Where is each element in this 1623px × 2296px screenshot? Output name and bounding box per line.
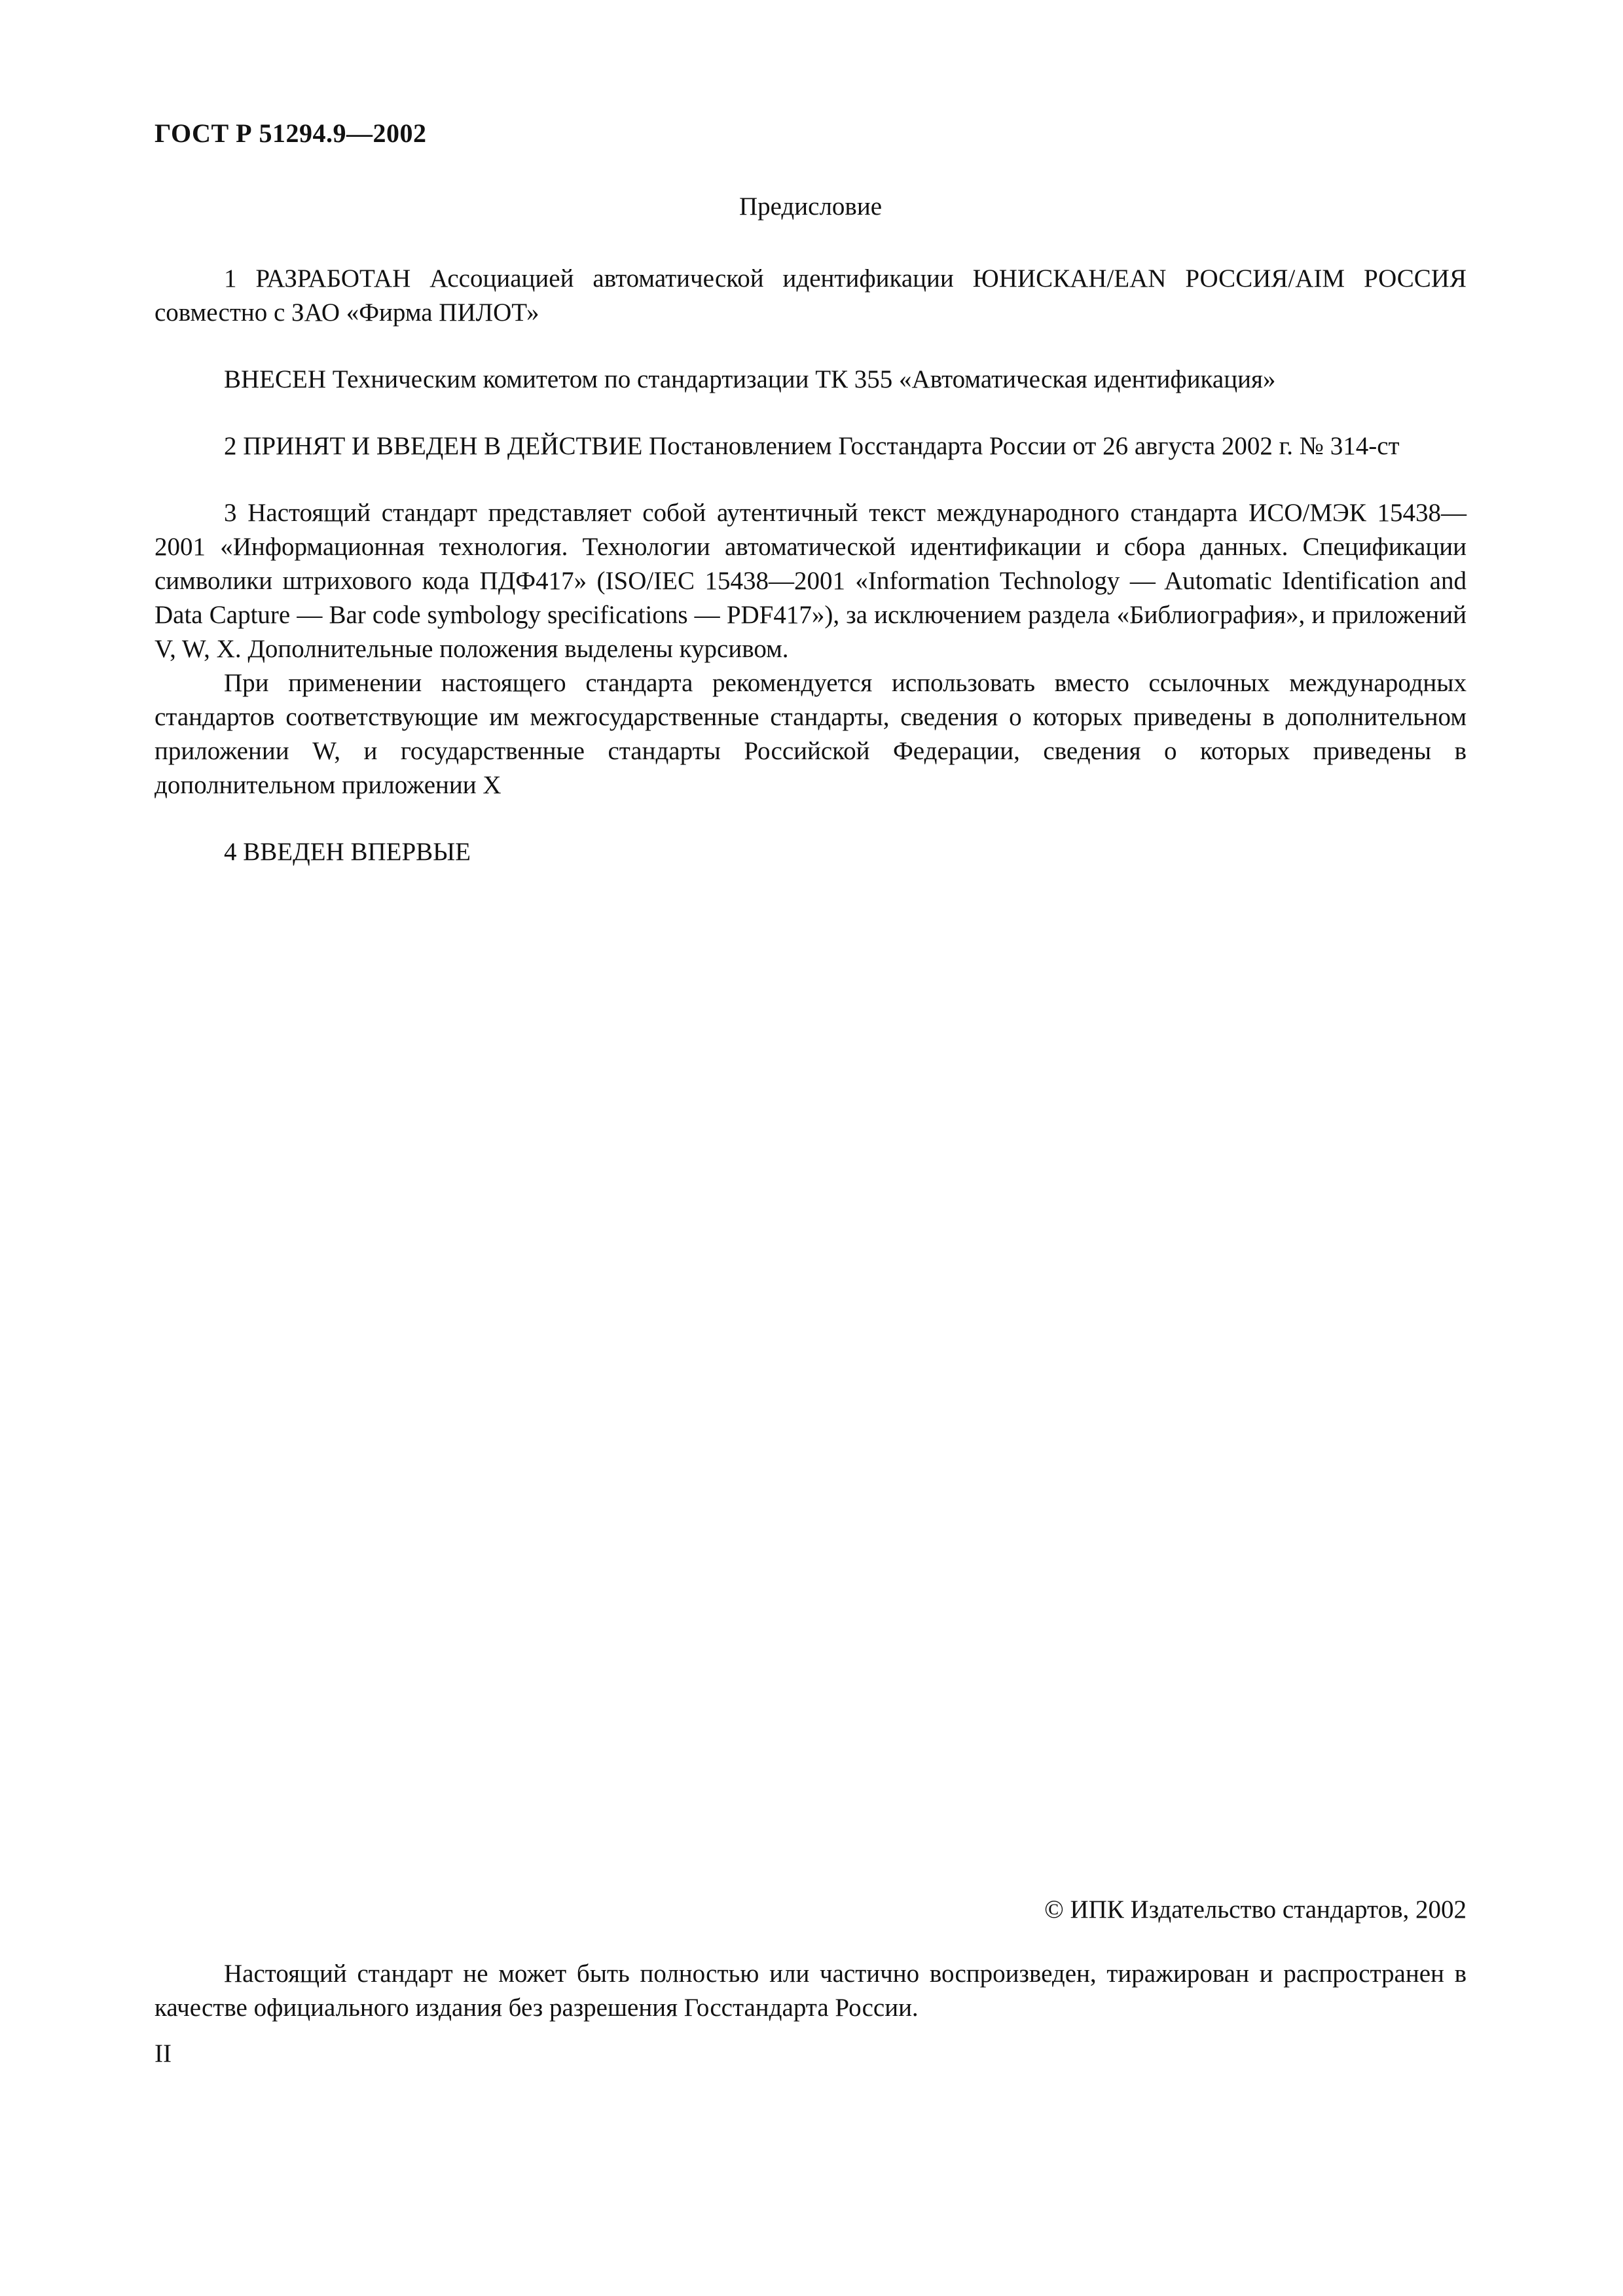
notice-text: Настоящий стандарт не может быть полностью или частично воспроизведен, тиражирован и распространен в качестве официального издания без разрешения Госстандарта России. bbox=[155, 1960, 1467, 2022]
paragraph-developed-by: 1 РАЗРАБОТАН Ассоциацией автоматической идентификации ЮНИСКАН/EAN РОССИЯ/AIM РОССИЯ совместно с ЗАО «Фирма ПИЛОТ» bbox=[155, 264, 1467, 327]
standard-code-header: ГОСТ Р 51294.9—2002 bbox=[155, 118, 427, 148]
paragraph-introduced-by: ВНЕСЕН Техническим комитетом по стандартизации ТК 355 «Автоматическая идентификация» bbox=[224, 365, 1276, 393]
page-number: II bbox=[155, 2039, 172, 2068]
paragraph-adopted: 2 ПРИНЯТ И ВВЕДЕН В ДЕЙСТВИЕ Постановлением Госстандарта России от 26 августа 2002 г. № 314-ст bbox=[224, 432, 1400, 460]
copyright-line: © ИПК Издательство стандартов, 2002 bbox=[1044, 1895, 1467, 1924]
reproduction-notice bbox=[155, 1957, 1467, 2025]
paragraph-application-note: При применении настоящего стандарта рекомендуется использовать вместо ссылочных международных стандартов соответствующие им межгосударственные стандарты, сведения о которых приведены в дополнительном приложении W, и государственные стандарты Российской Федерации, сведения о которых приведены в дополнительном приложении X bbox=[155, 669, 1467, 799]
paragraph-authentic-text: 3 Настоящий стандарт представляет собой аутентичный текст международного стандарта ИСО/МЭК 15438—2001 «Информационная технология. Технологии автоматической идентификации и сбора данных. Спецификации символики штрихового кода ПДФ417» (ISO/IEC 15438—2001 «Information Technology — Automatic Identification and Data Capture — Bar code symbology specifications — PDF417»), за исключением раздела «Библиография», и приложений V, W, X. Дополнительные положения выделены курсивом. bbox=[155, 499, 1467, 663]
foreword-section bbox=[155, 190, 1467, 869]
section-title: Предисловие bbox=[739, 192, 883, 221]
paragraph-introduced-first: 4 ВВЕДЕН ВПЕРВЫЕ bbox=[224, 838, 471, 866]
